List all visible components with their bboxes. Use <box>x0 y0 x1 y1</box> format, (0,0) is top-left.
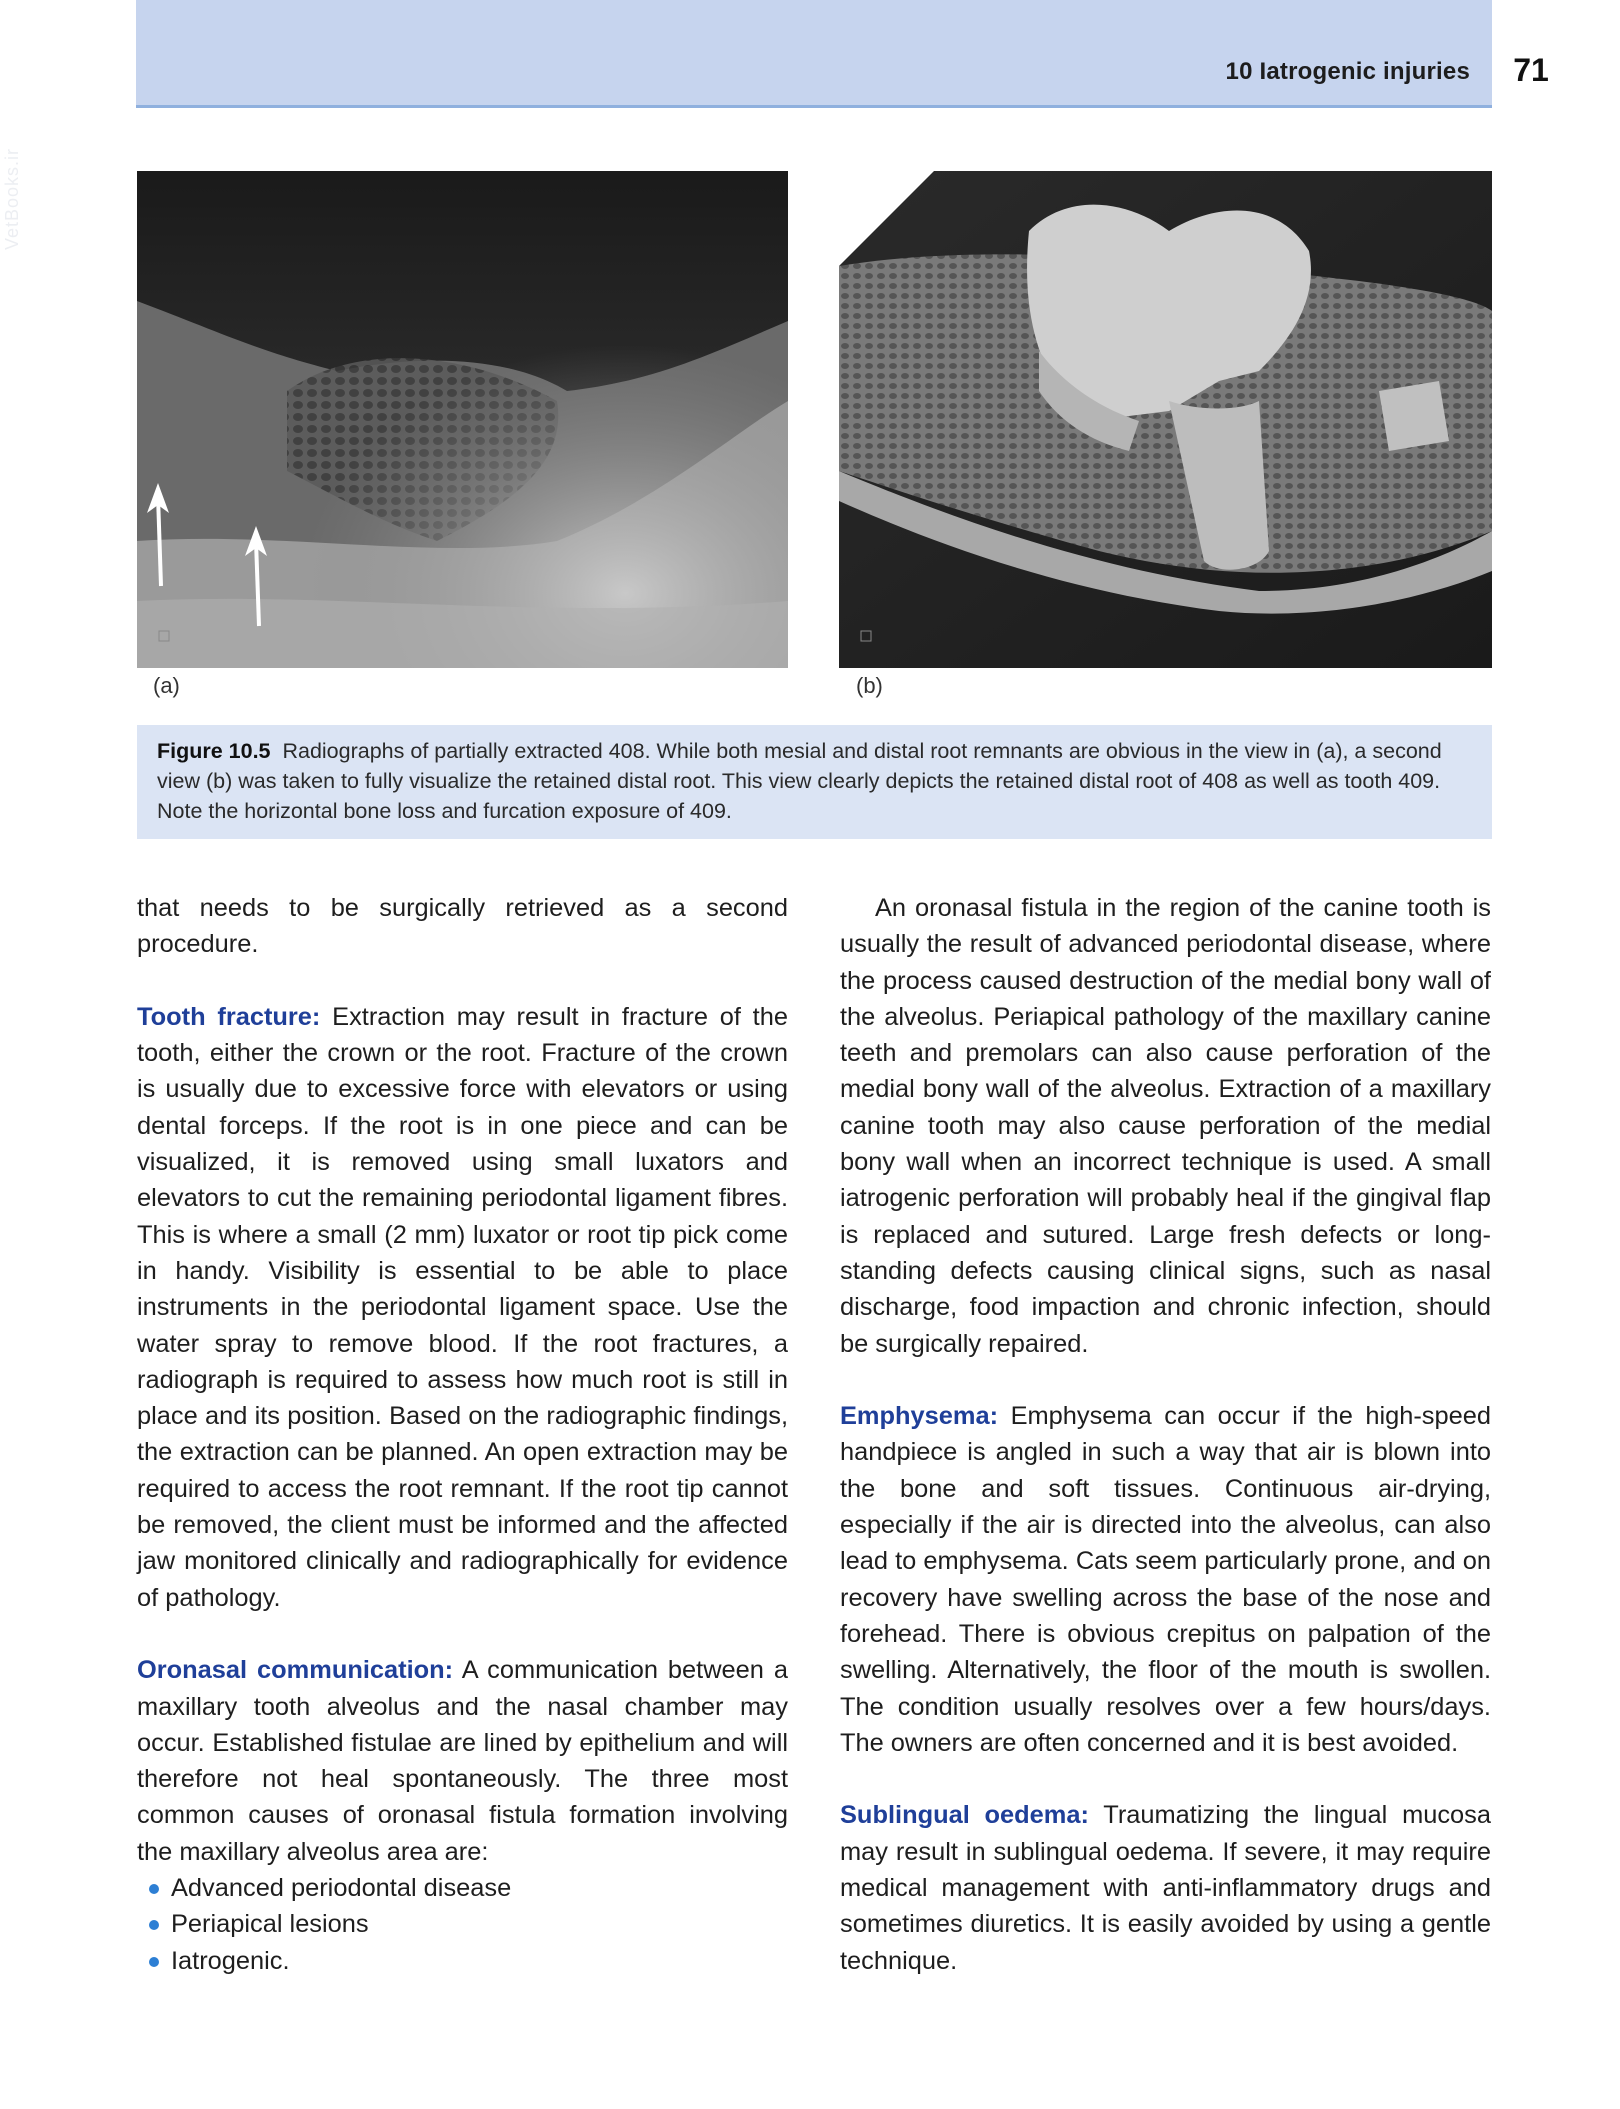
panel-b-label: (b) <box>856 673 883 698</box>
page-number: 71 <box>1513 52 1549 88</box>
list-item: Iatrogenic. <box>137 1943 788 1979</box>
caption-label: Figure 10.5 <box>157 739 271 763</box>
running-header-band <box>136 0 1492 108</box>
sublingual-heading: Sublingual oedema: <box>840 1801 1089 1830</box>
sublingual-text: Traumatizing the lingual mucosa may result in sublingual oedema. If severe, it may require medical management with anti-inflammatory drugs and sometimes diuretics. It is easily avoided by using a gentle technique. <box>840 1801 1491 1975</box>
caption-text: Radiographs of partially extracted 408. While both mesial and distal root remnants are obvious in the view in (a), a second view (b) was taken to fully visualize the retained distal root. This view clearly depicts the retained distal root of 408 as well as tooth 409. Note the horizontal bone loss and furcation exposure of 409. <box>157 739 1442 823</box>
right-column <box>840 890 1491 1979</box>
tooth-fracture-section <box>137 999 788 1616</box>
left-column <box>137 890 788 1979</box>
continuation-paragraph: that needs to be surgically retrieved as a second procedure. <box>137 894 788 959</box>
oronasal-text: A communication between a maxillary tooth alveolus and the nasal chamber may occur. Established fistulae are lined by epithelium and will therefore not heal spontaneously. The three most common causes of oronasal fistula formation involving the maxillary alveolus area are: <box>137 1656 788 1866</box>
radiograph-a <box>137 171 788 668</box>
emphysema-heading: Emphysema: <box>840 1402 999 1431</box>
oronasal-causes-list <box>137 1870 788 1979</box>
oronasal-section <box>137 1652 788 1870</box>
radiograph-b <box>839 171 1492 668</box>
oronasal-heading: Oronasal communication: <box>137 1656 454 1685</box>
emphysema-text: Emphysema can occur if the high-speed handpiece is angled in such a way that air is blown into the bone and soft tissues. Continuous air-drying, especially if the air is directed into the alveolus, can also lead to emphysema. Cats seem particularly prone, and on recovery have swelling across the base of the nose and forehead. There is obvious crepitus on palpation of the swelling. Alternatively, the floor of the mouth is swollen. The condition usually resolves over a few hours/days. The owners are often concerned and it is best avoided. <box>840 1402 1491 1757</box>
tooth-fracture-heading: Tooth fracture: <box>137 1002 321 1031</box>
emphysema-section <box>840 1398 1491 1761</box>
running-head: 10 Iatrogenic injuries <box>1225 58 1470 85</box>
radiograph-a-image <box>137 171 788 668</box>
list-item: Advanced periodontal disease <box>137 1870 788 1906</box>
panel-a-label: (a) <box>153 673 180 698</box>
tooth-fracture-text: Extraction may result in fracture of the tooth, either the crown or the root. Fracture of the crown is usually due to excessive force with elevators or using dental forceps. If the root is in one piece and can be visualized, it is removed using small luxators and elevators to cut the remaining periodontal ligament fibres. This is where a small (2 mm) luxator or root tip pick come in handy. Visibility is essential to be able to place instruments in the periodontal ligament space. Use the water spray to remove blood. If the root fractures, a radiograph is required to assess how much root is still in place and its position. Based on the radiographic findings, the extraction can be planned. An open extraction may be required to access the root remnant. If the root tip cannot be removed, the client must be informed and the affected jaw monitored clinically and radiographically for evidence of pathology. <box>137 1002 788 1612</box>
radiograph-b-image <box>839 171 1492 668</box>
fistula-paragraph: An oronasal fistula in the region of the canine tooth is usually the result of advanced periodontal disease, where the process caused destruction of the medial bony wall of the alveolus. Periapical pathology of the maxillary canine teeth and premolars can also cause perforation of the medial bony wall of the alveolus. Extraction of a maxillary canine tooth may also cause perforation of the medial bony wall when an incorrect technique is used. A small iatrogenic perforation will probably heal if the gingival flap is replaced and sutured. Large fresh defects or long-standing defects causing clinical signs, such as nasal discharge, food impaction and chronic infection, should be surgically repaired. <box>840 894 1491 1358</box>
watermark: VetBooks.ir <box>2 147 22 250</box>
sublingual-section <box>840 1797 1491 1978</box>
list-item: Periapical lesions <box>137 1906 788 1942</box>
figure-caption <box>137 725 1492 839</box>
